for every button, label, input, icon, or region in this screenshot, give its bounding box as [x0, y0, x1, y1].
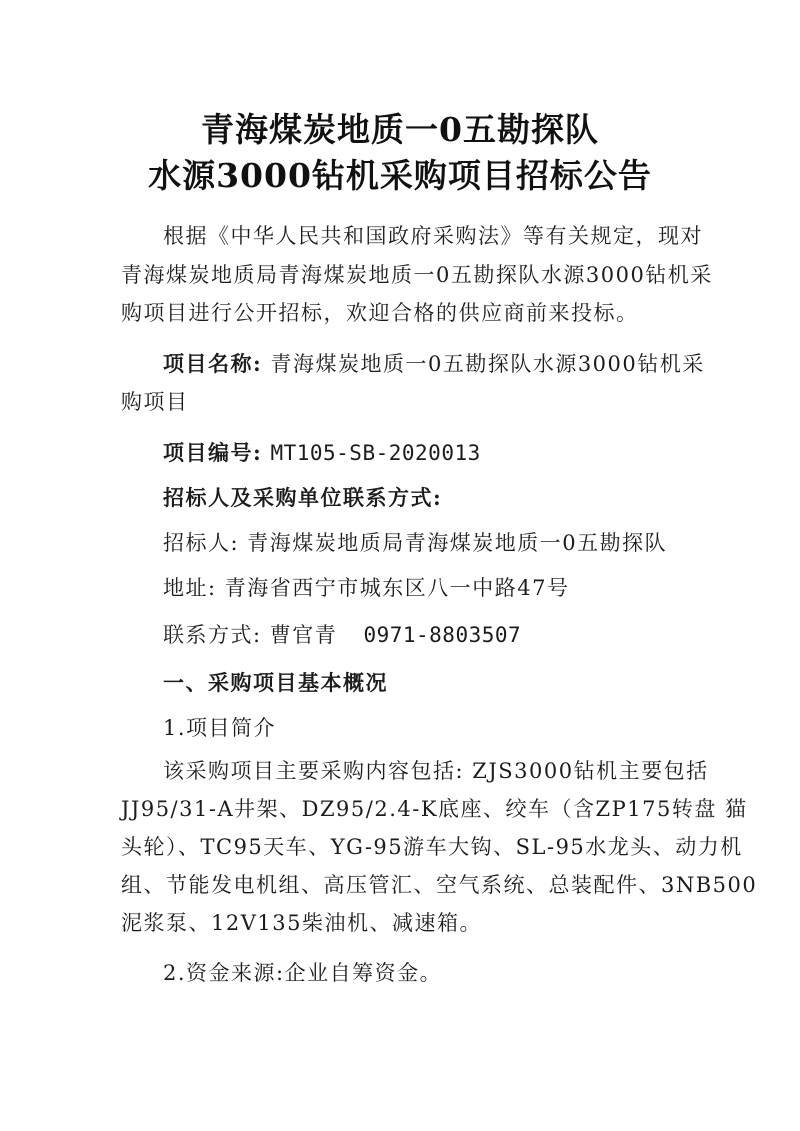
address-value: 青海省西宁市城东区八一中路47号 — [224, 576, 570, 600]
project-name-value-cont: 购项目 — [121, 390, 189, 414]
intro-paragraph-line1: 根据《中华人民共和国政府采购法》等有关规定，现对 — [163, 224, 703, 248]
tenderer-label: 招标人: — [163, 531, 240, 555]
tenderer-row — [163, 530, 667, 556]
document-title-line2: 水源3000钻机采购项目招标公告 — [148, 156, 652, 195]
contact-name: 曹官青 — [269, 623, 338, 647]
section1-desc-line3: 头轮）、TC95天车、YG-95游车大钩、SL-95水龙头、动力机 — [121, 835, 743, 859]
section1-desc-line4: 组、节能发电机组、高压管汇、空气系统、总装配件、3NB500 — [121, 873, 758, 897]
section1-sub1: 1.项目简介 — [163, 716, 277, 740]
project-number-label: 项目编号: — [163, 440, 263, 465]
tenderer-value: 青海煤炭地质局青海煤炭地质一0五勘探队 — [247, 531, 668, 555]
contact-heading: 招标人及采购单位联系方式: — [163, 485, 443, 510]
contact-label: 联系方式: — [163, 623, 262, 647]
section1-sub2: 2.资金来源:企业自筹资金。 — [163, 961, 443, 985]
contact-phone: 0971-8803507 — [363, 623, 522, 647]
project-name-label: 项目名称: — [163, 351, 263, 376]
section1-desc-line2: JJ95/31-A井架、DZ95/2.4-K底座、绞车（含ZP175转盘 猫 — [121, 797, 748, 821]
section1-desc-line1: 该采购项目主要采购内容包括: ZJS3000钻机主要包括 — [163, 759, 709, 783]
document-title-line1: 青海煤炭地质一0五勘探队 — [201, 110, 599, 149]
intro-paragraph-line2: 青海煤炭地质局青海煤炭地质一0五勘探队水源3000钻机采 — [121, 263, 713, 287]
address-row — [163, 575, 570, 601]
address-label: 地址: — [163, 576, 217, 600]
project-number-row — [163, 440, 481, 466]
section1-desc-line5: 泥浆泵、12V135柴油机、减速箱。 — [121, 911, 482, 935]
section1-heading: 一、采购项目基本概况 — [163, 670, 388, 695]
intro-paragraph-line3: 购项目进行公开招标，欢迎合格的供应商前来投标。 — [121, 301, 639, 325]
project-name-value: 青海煤炭地质一0五勘探队水源3000钻机采 — [270, 352, 705, 376]
project-number-value: MT105-SB-2020013 — [270, 441, 481, 465]
contact-row — [163, 622, 521, 648]
project-name-row — [163, 351, 705, 377]
